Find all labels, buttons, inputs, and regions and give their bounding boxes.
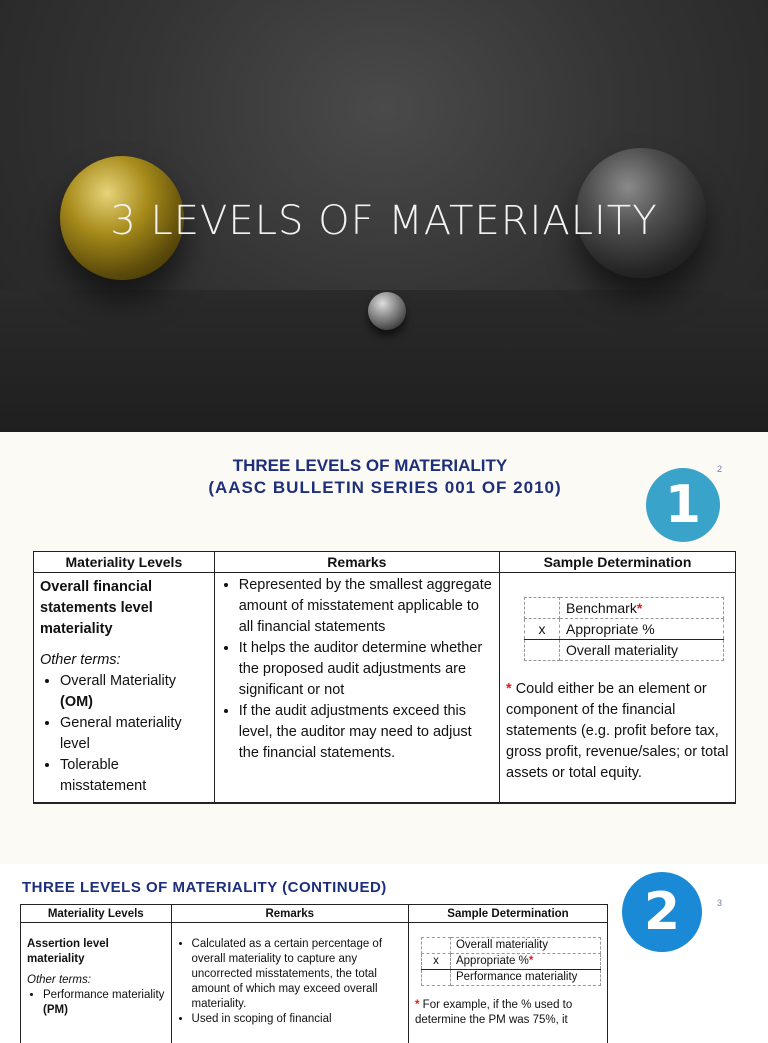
page-number: 2	[717, 464, 723, 474]
column-header: Sample Determination	[500, 552, 736, 573]
slide-subheading: (AASC BULLETIN SERIES 001 OF 2010)	[208, 478, 562, 497]
calc-total-label: Overall materiality	[560, 640, 724, 661]
materiality-table	[33, 551, 736, 804]
column-header: Remarks	[171, 905, 408, 923]
slide-three-levels-continued	[0, 864, 768, 1024]
slide-three-levels	[0, 432, 768, 864]
slide-heading: THREE LEVELS OF MATERIALITY	[232, 456, 508, 475]
calc-row-label: Overall materiality	[450, 938, 600, 954]
footnote: * Could either be an element or component of the financial statements (e.g. profit before tax, gross profit, revenue/sales; or total assets or total equity.	[506, 681, 729, 781]
calc-row-label: Appropriate %	[455, 955, 529, 967]
column-header: Remarks	[214, 552, 499, 573]
materiality-level-cell	[21, 923, 172, 1043]
list-item: • Overall Materiality (OM)	[60, 671, 208, 713]
list-item: • Used in scoping of financial	[192, 1012, 402, 1027]
calculation-table: Benchmark* x Appropriate % Overall materiality	[524, 597, 724, 661]
list-item: • It helps the auditor determine whether the proposed audit adjustments are significant or not	[239, 638, 493, 701]
materiality-level-cell	[34, 573, 215, 803]
multiply-operator: x	[525, 619, 560, 640]
other-terms-list	[40, 671, 208, 797]
footnote: * For example, if the % used to determine the PM was 75%, it	[414, 999, 573, 1026]
calc-row-label: Benchmark	[566, 600, 637, 616]
page-number: 3	[717, 898, 723, 908]
number-two-badge-icon: 2	[622, 872, 702, 952]
slide-title: 3 LEVELS OF MATERIALITY	[110, 198, 658, 244]
other-terms-label: Other terms:	[27, 974, 91, 986]
list-item: • If the audit adjustments exceed this level, the auditor may need to adjust the financial statements.	[239, 701, 493, 764]
sample-determination-cell	[408, 923, 607, 1043]
column-header: Materiality Levels	[21, 905, 172, 923]
list-item: • General materiality level	[60, 713, 208, 755]
list-item: • Calculated as a certain percentage of overall materiality to capture any uncorrected misstatements, the total amount of which may exceed overall materiality.	[192, 937, 402, 1012]
column-header: Materiality Levels	[34, 552, 215, 573]
number-one-badge-icon: 1	[646, 468, 720, 542]
column-header: Sample Determination	[408, 905, 607, 923]
list-item: • Performance materiality (PM)	[43, 988, 165, 1018]
calc-total-label: Performance materiality	[450, 970, 600, 986]
materiality-table	[20, 904, 608, 1043]
remarks-cell	[171, 923, 408, 1043]
calc-row-label: Appropriate %	[560, 619, 724, 640]
slide-heading: THREE LEVELS OF MATERIALITY (CONTINUED)	[22, 879, 387, 896]
title-slide	[0, 0, 768, 432]
list-item: • Represented by the smallest aggregate amount of misstatement applicable to all financial statements	[239, 575, 493, 638]
level-title: Overall financial statements level materiality	[40, 579, 153, 637]
other-terms-label: Other terms:	[40, 652, 121, 668]
small-sphere-image	[368, 292, 406, 330]
calculation-table: Overall materiality x Appropriate %* Performance materiality	[421, 937, 601, 986]
remarks-cell	[214, 573, 499, 803]
list-item: • Tolerable misstatement	[60, 755, 208, 797]
multiply-operator: x	[421, 954, 450, 970]
sample-determination-cell	[500, 573, 736, 803]
other-terms-list	[27, 988, 165, 1018]
level-title: Assertion level materiality	[27, 938, 109, 965]
